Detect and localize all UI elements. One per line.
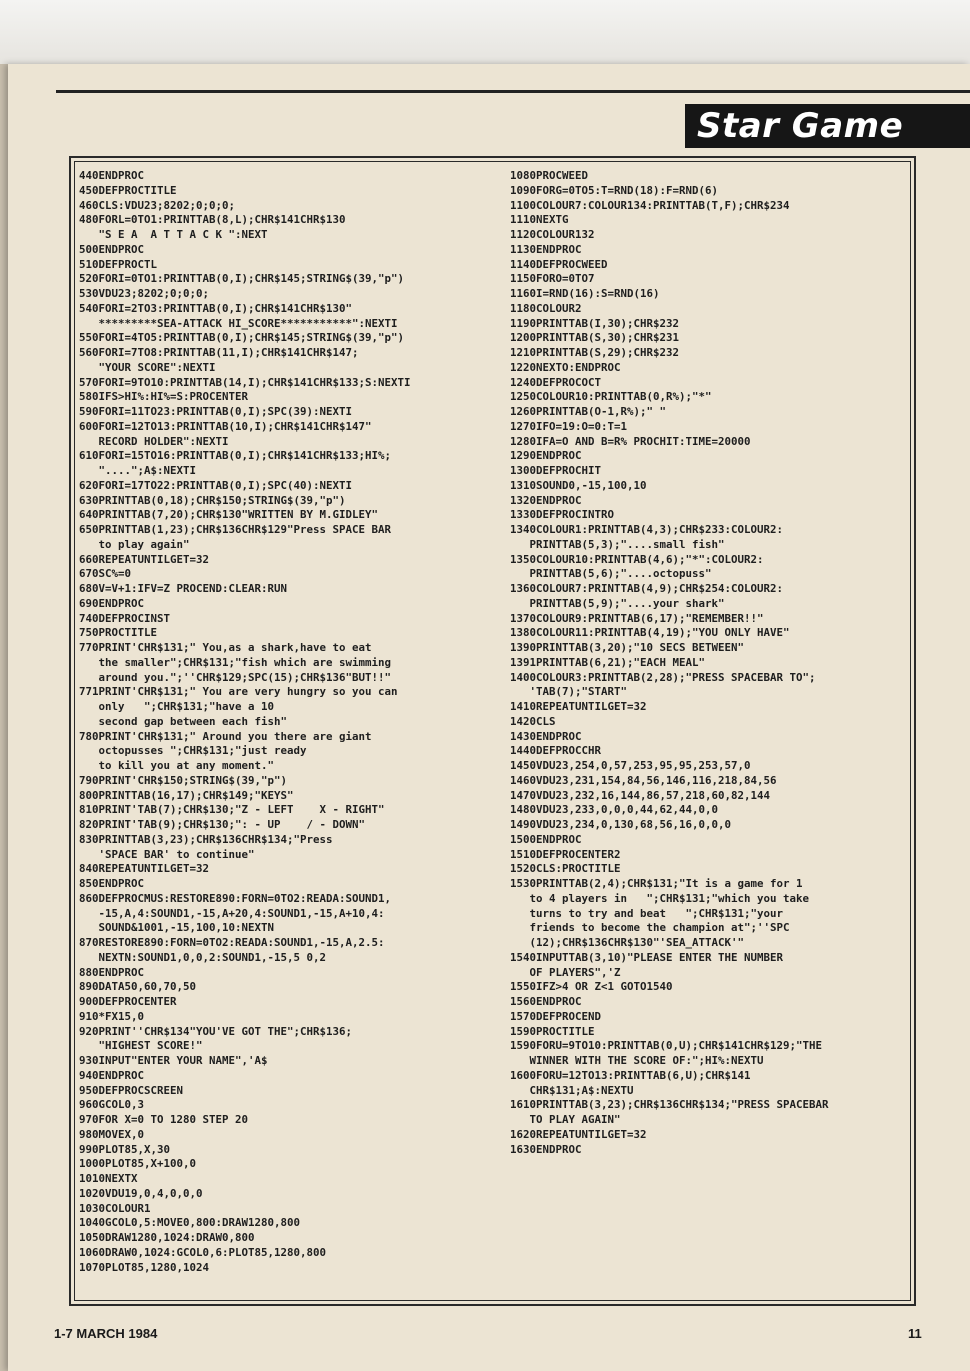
top-rule bbox=[56, 90, 970, 93]
section-header bbox=[685, 104, 970, 148]
listing-right-column: 1080PROCWEED 1090FORG=0TO5:T=RND(18):F=RND(6) 1100COLOUR7:COLOUR134:PRINTTAB(T,F);CHR$234 1110NEXTG 1120COLOUR132 1130ENDPROC 1140DEFPROCWEED 1150FORO=0TO7 1160I=RND(16):S=RND(16) 1180COLOUR2 1190PRINTTAB(I,30);CHR$232 1200PRINTTAB(S,30);CHR$231 1210PRINTTAB(S,29);CHR$232 1220NEXTO:ENDPROC 1240DEFPROCOCT 1250COLOUR10:PRINTTAB(0,R%);"*" 1260PRINTTAB(O-1,R%);" " 1270IFO=19:O=0:T=1 1280IFA=O AND B=R% PROCHIT:TIME=20000 1290ENDPROC 1300DEFPROCHIT 1310SOUND0,-15,100,10 1320ENDPROC 1330DEFPROCINTRO 1340COLOUR1:PRINTTAB(4,3);CHR$233:COLOUR2: PRINTTAB(5,3);"....small fish" 1350COLOUR10:PRINTTAB(4,6);"*":COLOUR2: PRINTTAB(5,6);"....octopuss" 1360COLOUR7:PRINTTAB(4,9);CHR$254:COLOUR2: PRINTTAB(5,9);"....your shark" 1370COLOUR9:PRINTTAB(6,17);"REMEMBER!!" 1380COLOUR11:PRINTTAB(4,19);"YOU ONLY HAVE" 1390PRINTTAB(3,20);"10 SECS BETWEEN" 1391PRINTTAB(6,21);"EACH MEAL" 1400COLOUR3:PRINTTAB(2,28);"PRESS SPACEBAR TO"; 'TAB(7);"START" 1410REPEATUNTILGET=32 1420CLS 1430ENDPROC 1440DEFPROCCHR 1450VDU23,254,0,57,253,95,95,253,57,0 1460VDU23,231,154,84,56,146,116,218,84,56 1470VDU23,232,16,144,86,57,218,60,82,144 1480VDU23,233,0,0,0,44,62,44,0,0 1490VDU23,234,0,130,68,56,16,0,0,0 1500ENDPROC 1510DEFPROCENTER2 1520CLS:PROCTITLE 1530PRINTTAB(2,4);CHR$131;"It is a game for 1 to 4 players in ";CHR$131;"which you take turns to try and beat ";CHR$131;"your friends to become the champion at";''SPC (12);CHR$136CHR$130"'SEA_ATTACK'" 1540INPUTTAB(3,10)"PLEASE ENTER THE NUMBER OF PLAYERS",'Z 1550IFZ>4 OR Z<1 GOTO1540 1560ENDPROC 1570DEFPROCEND 1590PROCTITLE 1590FORU=9TO10:PRINTTAB(0,U);CHR$141CHR$129;"THE WINNER WITH THE SCORE OF:";HI%:NEXTU 1600FORU=12TO13:PRINTTAB(6,U);CHR$141 CHR$131;A$:NEXTU 1610PRINTTAB(3,23);CHR$136CHR$134;"PRESS SPACEBAR TO PLAY AGAIN" 1620REPEATUNTILGET=32 1630ENDPROC bbox=[510, 169, 829, 1156]
listing-left-column: 440ENDPROC 450DEFPROCTITLE 460CLS:VDU23;8202;0;0;0; 480FORL=0TO1:PRINTTAB(8,L);CHR$141CHR$130 "S E A A T T A C K ":NEXT 500ENDPROC 510DEFPROCTL 520FORI=0TO1:PRINTTAB(0,I);CHR$145;STRING$(39,"p") 530VDU23;8202;0;0;0; 540FORI=2TO3:PRINTTAB(0,I);CHR$141CHR$130" *********SEA-ATTACK HI_SCORE***********":NEXTI 550FORI=4TO5:PRINTTAB(0,I);CHR$145;STRING$(39,"p") 560FORI=7TO8:PRINTTAB(11,I);CHR$141CHR$147; "YOUR SCORE":NEXTI 570FORI=9TO10:PRINTTAB(14,I);CHR$141CHR$133;S:NEXTI 580IFS>HI%:HI%=S:PROCENTER 590FORI=11TO23:PRINTTAB(0,I);SPC(39):NEXTI 600FORI=12TO13:PRINTTAB(10,I);CHR$141CHR$147" RECORD HOLDER":NEXTI 610FORI=15TO16:PRINTTAB(0,I);CHR$141CHR$133;HI%; "....";A$:NEXTI 620FORI=17TO22:PRINTTAB(0,I);SPC(40):NEXTI 630PRINTTAB(0,18);CHR$150;STRING$(39,"p") 640PRINTTAB(7,20);CHR$130"WRITTEN BY M.GIDLEY" 650PRINTTAB(1,23);CHR$136CHR$129"Press SPACE BAR to play again" 660REPEATUNTILGET=32 670SC%=0 680V=V+1:IFV=Z PROCEND:CLEAR:RUN 690ENDPROC 740DEFPROCINST 750PROCTITLE 770PRINT'CHR$131;" You,as a shark,have to eat the smaller";CHR$131;"fish which are swimming around you.";''CHR$129;SPC(15);CHR$136"BUT!!" 771PRINT'CHR$131;" You are very hungry so you can only ";CHR$131;"have a 10 second gap between each fish" 780PRINT'CHR$131;" Around you there are giant octopusses ";CHR$131;"just ready to kill you at any moment." 790PRINT'CHR$150;STRING$(39,"p") 800PRINTTAB(16,17);CHR$149;"KEYS" 810PRINT'TAB(7);CHR$130;"Z - LEFT X - RIGHT" 820PRINT'TAB(9);CHR$130;": - UP / - DOWN" 830PRINTTAB(3,23);CHR$136CHR$134;"Press 'SPACE BAR' to continue" 840REPEATUNTILGET=32 850ENDPROC 860DEFPROCMUS:RESTORE890:FORN=0TO2:READA:SOUND1, -15,A,4:SOUND1,-15,A+20,4:SOUND1,-15,A+10,4: SOUND&1001,-15,100,10:NEXTN 870RESTORE890:FORN=0TO2:READA:SOUND1,-15,A,2.5: NEXTN:SOUND1,0,0,2:SOUND1,-15,5 0,2 880ENDPROC 890DATA50,60,70,50 900DEFPROCENTER 910*FX15,0 920PRINT''CHR$134"YOU'VE GOT THE";CHR$136; "HIGHEST SCORE!" 930INPUT"ENTER YOUR NAME",'A$ 940ENDPROC 950DEFPROCSCREEN 960GCOL0,3 970FOR X=0 TO 1280 STEP 20 980MOVEX,0 990PLOT85,X,30 1000PLOT85,X+100,0 1010NEXTX 1020VDU19,0,4,0,0,0 1030COLOUR1 1040GCOL0,5:MOVE0,800:DRAW1280,800 1050DRAW1280,1024:DRAW0,800 1060DRAW0,1024:GCOL0,6:PLOT85,1280,800 1070PLOT85,1280,1024 bbox=[79, 169, 411, 1274]
program-listing-box bbox=[69, 156, 916, 1306]
section-title: Star Game bbox=[697, 106, 904, 146]
program-listing-inner-frame bbox=[74, 161, 911, 1301]
issue-date: 1-7 MARCH 1984 bbox=[54, 1326, 158, 1341]
scanner-margin bbox=[0, 0, 970, 64]
page-number: 11 bbox=[908, 1326, 922, 1341]
magazine-page bbox=[8, 64, 970, 1371]
